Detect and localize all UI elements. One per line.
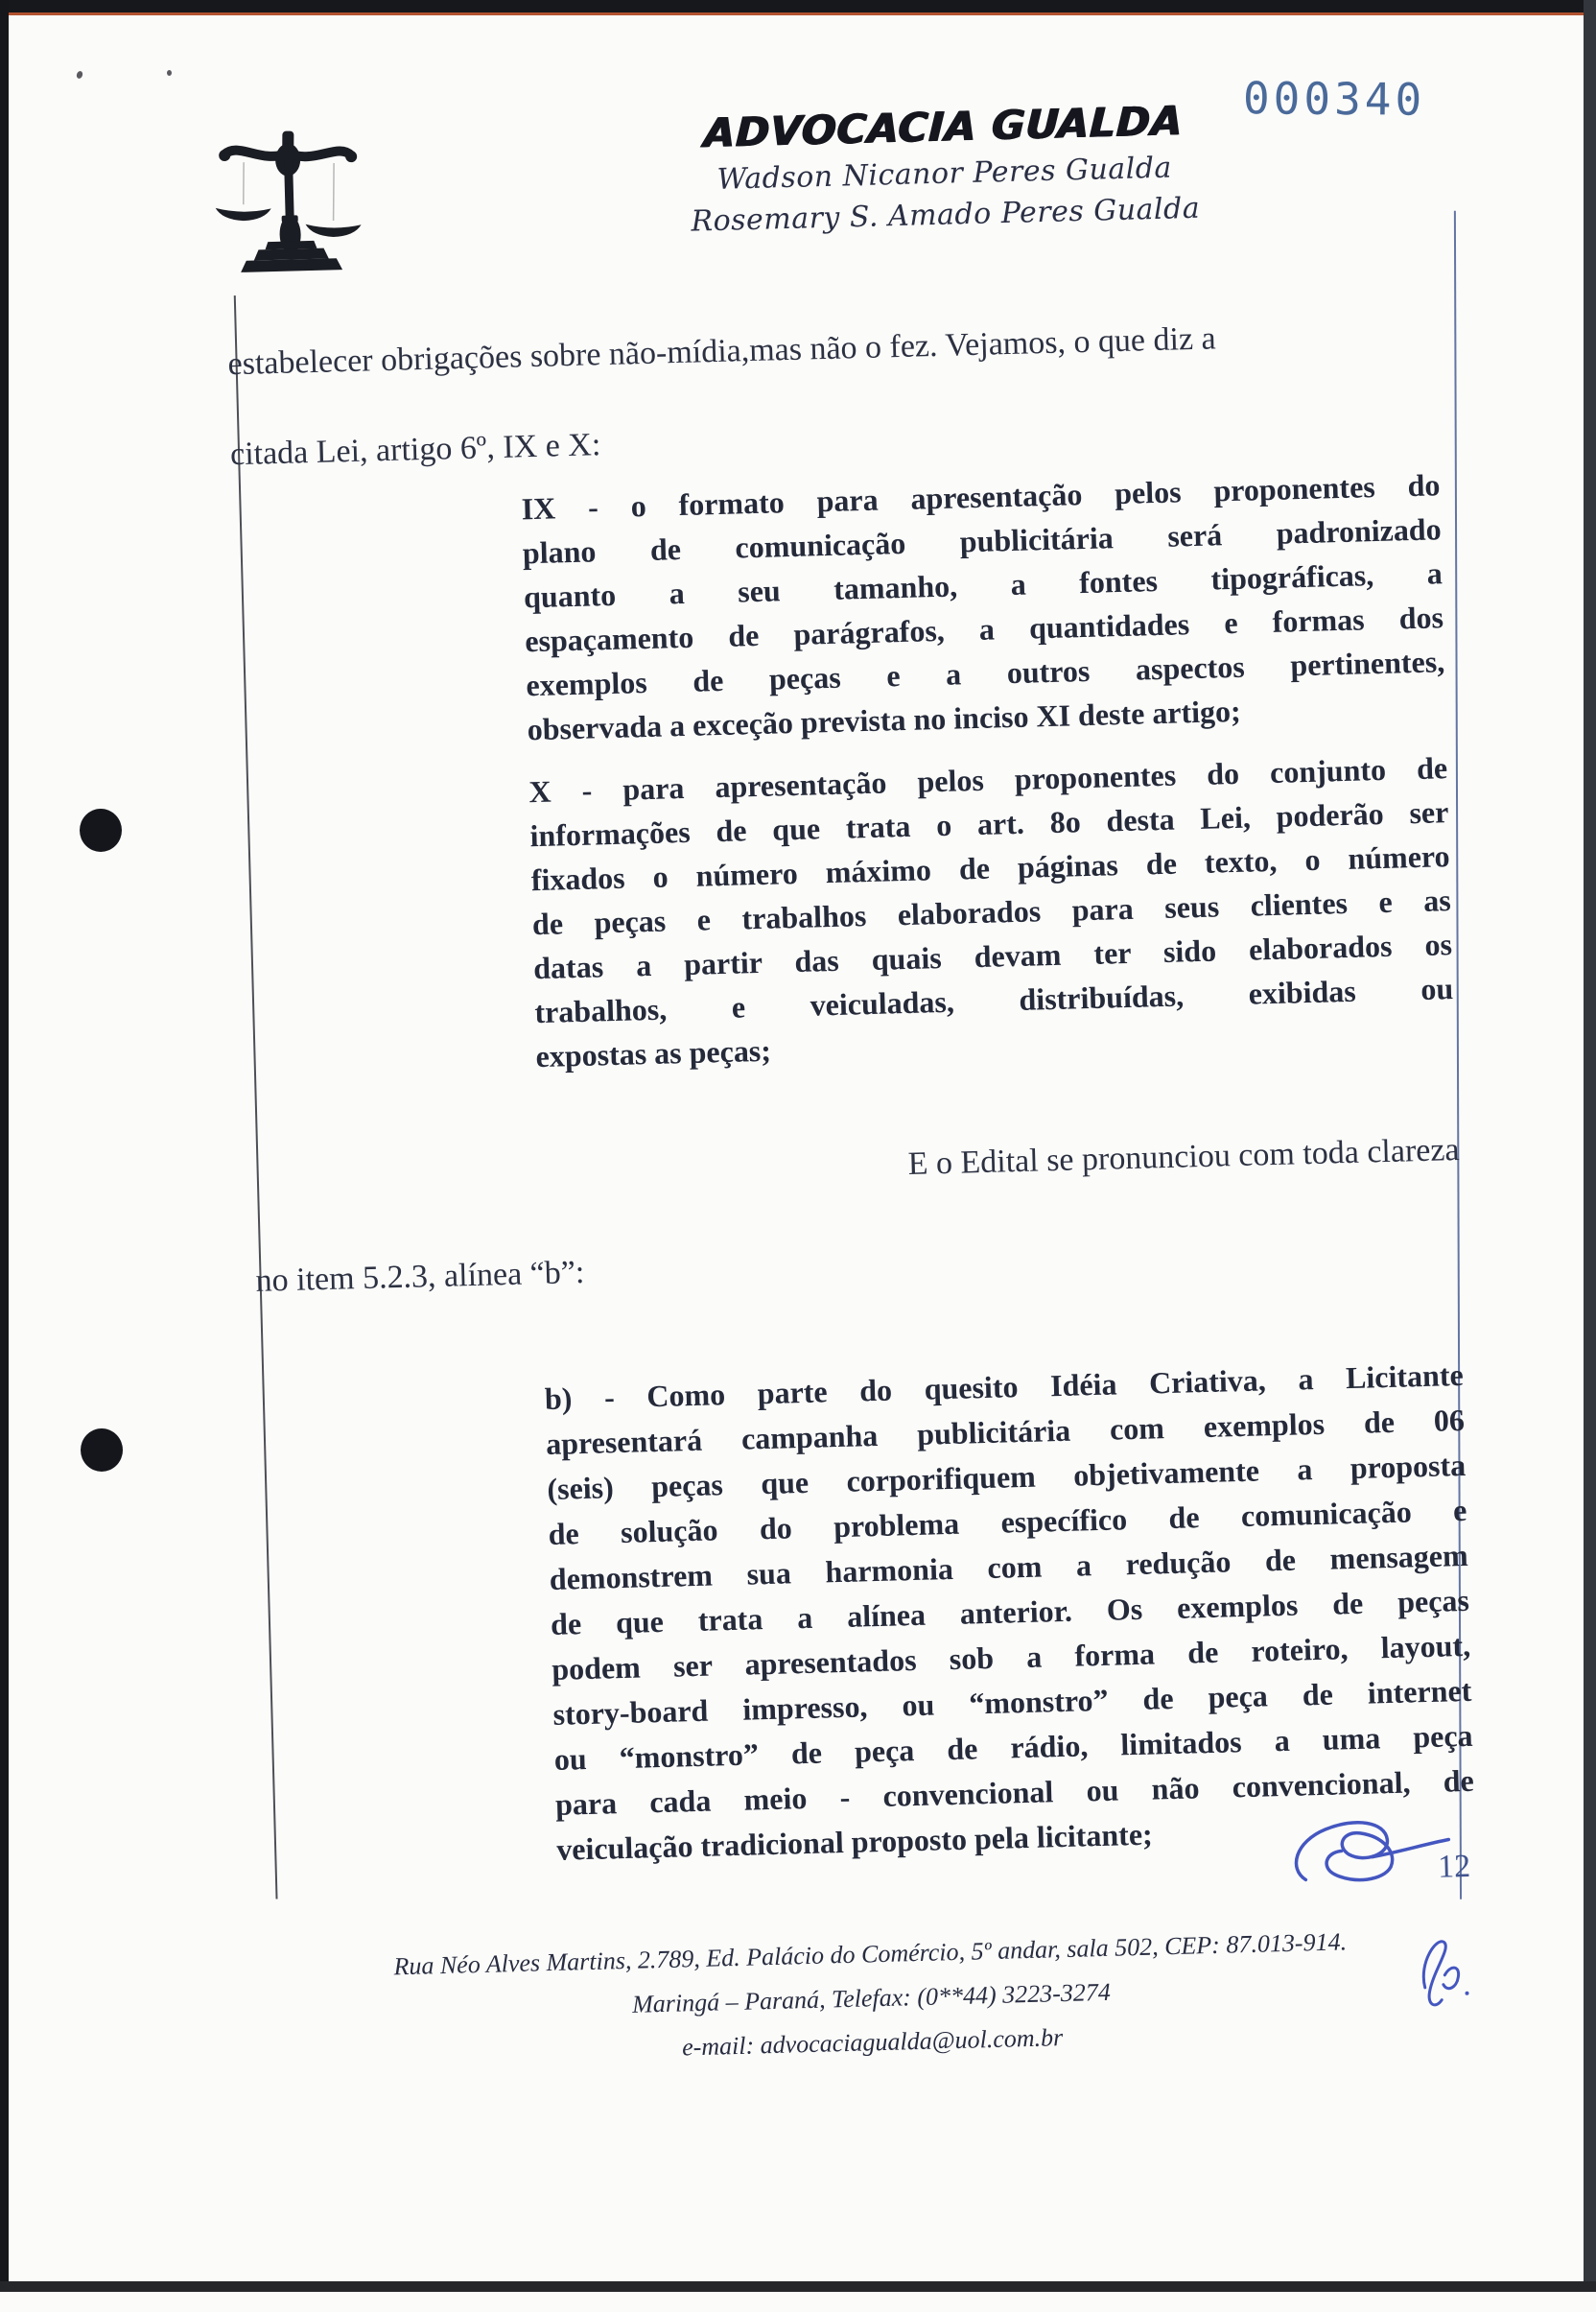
text-line: podem ser apresentados sob a forma de roteiro, layout, <box>551 1627 1471 1687</box>
text-line: Maringá – Paraná, Telefax: (0**44) 3223-3274 <box>631 1977 1112 2018</box>
stamp-number: 000340 <box>1242 72 1426 126</box>
text-line: para cada meio - convencional ou não convencional, de <box>554 1762 1475 1822</box>
text-line: citada Lei, artigo 6º, IX e X: <box>229 427 601 473</box>
text-line: de solução do problema específico de comunicação e <box>548 1492 1467 1551</box>
text-line: b) - Como parte do quesito Idéia Criativa, a Licitante <box>544 1357 1465 1417</box>
text-line: veiculação tradicional proposto pela licitante; <box>555 1816 1154 1867</box>
legal-quote-inciso-ix <box>521 462 1446 751</box>
margin-line-left <box>234 295 278 1899</box>
text-line: de que trata a alínea anterior. Os exemplos de peças <box>550 1582 1470 1641</box>
partner-name: Rosemary S. Amado Peres Gualda <box>691 191 1201 239</box>
text-line: Rua Néo Alves Martins, 2.789, Ed. Palácio do Comércio, 5º andar, sala 502, CEP: 87.013-914. <box>393 1927 1348 1981</box>
text-line: story-board impresso, ou “monstro” de peça de internet <box>552 1672 1472 1732</box>
text-line: datas a partir das quais devam ter sido elaborados os <box>532 927 1453 986</box>
text-line: e-mail: advocaciagualda@uol.com.br <box>681 2023 1064 2062</box>
text-line: fixados o número máximo de páginas de texto, o número <box>530 838 1450 898</box>
edital-clareza-line: E o Edital se pronunciou com toda clareza <box>907 1131 1460 1183</box>
text-line: de peças e trabalhos elaborados para seus clientes e as <box>531 883 1452 942</box>
text-line: apresentará campanha publicitária com exemplos de 06 <box>545 1402 1466 1461</box>
signature-scribble-icon <box>1283 1810 1458 1906</box>
scales-of-justice-icon <box>208 116 370 283</box>
text-line: espaçamento de parágrafos, a quantidades e formas dos <box>524 600 1444 659</box>
firm-name: ADVOCACIA GUALDA <box>702 97 1185 157</box>
page-number: 12 <box>1437 1848 1471 1885</box>
text-line: ou “monstro” de peça de rádio, limitados a uma peça <box>553 1717 1473 1777</box>
legal-quote-inciso-x <box>528 745 1455 1078</box>
text-line: exemplos de peças e a outros aspectos pertinentes, <box>526 644 1445 703</box>
item-reference-line: no item 5.2.3, alínea “b”: <box>255 1254 585 1299</box>
text-line: quanto a seu tamanho, a fontes tipográficas, a <box>523 555 1443 615</box>
text-line: estabelecer obrigações sobre não-mídia,mas não o fez. Vejamos, o que diz a <box>227 320 1217 383</box>
text-line: trabalhos, e veiculadas, distribuídas, exibidas ou <box>533 971 1454 1030</box>
text-line: demonstrem sua harmonia com a redução de mensagem <box>549 1537 1469 1596</box>
text-line: expostas as peças; <box>535 1032 772 1074</box>
legal-quote-alinea-b <box>544 1353 1475 1873</box>
partner-name: Wadson Nicanor Peres Gualda <box>716 151 1173 197</box>
text-line: IX - o formato para apresentação pelos proponentes do <box>521 467 1441 527</box>
text-line: informações de que trata o art. 8o desta Lei, poderão ser <box>529 794 1449 854</box>
text-line: X - para apresentação pelos proponentes do conjunto de <box>528 750 1448 810</box>
footer-address <box>250 1916 1492 2081</box>
text-line: observada a exceção prevista no inciso XI deste artigo; <box>527 693 1242 747</box>
text-line: (seis) peças que corporifiquem objetivamente a proposta <box>546 1447 1467 1506</box>
text-line: plano de comunicação publicitária será padronizado <box>522 511 1443 571</box>
